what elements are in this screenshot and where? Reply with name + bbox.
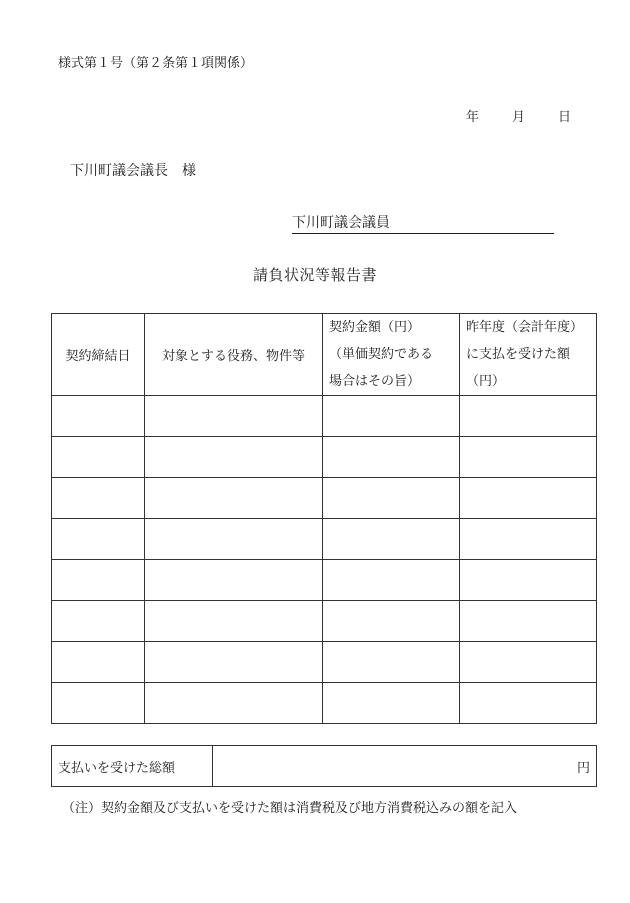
table-cell[interactable] (52, 601, 145, 642)
table-row (52, 519, 597, 560)
table-cell[interactable] (460, 437, 597, 478)
header-last-year-paid: 昨年度（会計年度） に支払を受けた額 （円） (460, 314, 597, 396)
table-cell[interactable] (323, 437, 460, 478)
table-cell[interactable] (52, 396, 145, 437)
table-row (52, 437, 597, 478)
table-cell[interactable] (323, 601, 460, 642)
table-cell[interactable] (323, 560, 460, 601)
header-contract-amount: 契約金額（円） （単価契約である 場合はその旨） (323, 314, 460, 396)
table-cell[interactable] (145, 478, 323, 519)
table-cell[interactable] (460, 642, 597, 683)
table-row (52, 683, 597, 724)
table-cell[interactable] (52, 519, 145, 560)
table-cell[interactable] (145, 601, 323, 642)
table-cell[interactable] (323, 396, 460, 437)
table-cell[interactable] (52, 478, 145, 519)
table-cell[interactable] (52, 683, 145, 724)
total-unit: 円 (576, 760, 590, 776)
table-cell[interactable] (145, 437, 323, 478)
table-cell[interactable] (145, 560, 323, 601)
table-cell[interactable] (323, 683, 460, 724)
table-cell[interactable] (460, 519, 597, 560)
table-cell[interactable] (323, 519, 460, 560)
table-row (52, 478, 597, 519)
date-month-label: 月 (512, 110, 526, 125)
total-table (51, 745, 597, 787)
table-cell[interactable] (460, 560, 597, 601)
table-cell[interactable] (460, 683, 597, 724)
total-label: 支払いを受けた総額 (52, 746, 213, 787)
date-line (466, 106, 571, 125)
table-cell[interactable] (323, 478, 460, 519)
table-row (52, 601, 597, 642)
table-body (52, 396, 597, 724)
total-amount-field[interactable] (213, 746, 597, 787)
sender-line: 下川町議会議員 (292, 212, 554, 234)
table-cell[interactable] (460, 601, 597, 642)
table-cell[interactable] (145, 396, 323, 437)
table-header-row (52, 314, 597, 396)
table-cell[interactable] (460, 478, 597, 519)
form-number: 様式第１号（第２条第１項関係） (58, 56, 254, 71)
date-year-label: 年 (466, 110, 480, 125)
header-subject: 対象とする役務、物件等 (145, 314, 323, 396)
table-row (52, 560, 597, 601)
table-row (52, 396, 597, 437)
date-day-label: 日 (558, 110, 572, 125)
footnote: （注）契約金額及び支払いを受けた額は消費税及び地方消費税込みの額を記入 (62, 801, 518, 816)
table-cell[interactable] (323, 642, 460, 683)
table-cell[interactable] (145, 683, 323, 724)
header-contract-date: 契約締結日 (52, 314, 145, 396)
table-cell[interactable] (52, 560, 145, 601)
document-title: 請負状況等報告書 (252, 266, 377, 284)
table-cell[interactable] (460, 396, 597, 437)
table-cell[interactable] (52, 642, 145, 683)
addressee: 下川町議会議長 様 (70, 163, 196, 179)
total-row (52, 746, 597, 787)
table-cell[interactable] (145, 642, 323, 683)
table-cell[interactable] (52, 437, 145, 478)
table-row (52, 642, 597, 683)
contract-table (51, 313, 597, 724)
table-cell[interactable] (145, 519, 323, 560)
